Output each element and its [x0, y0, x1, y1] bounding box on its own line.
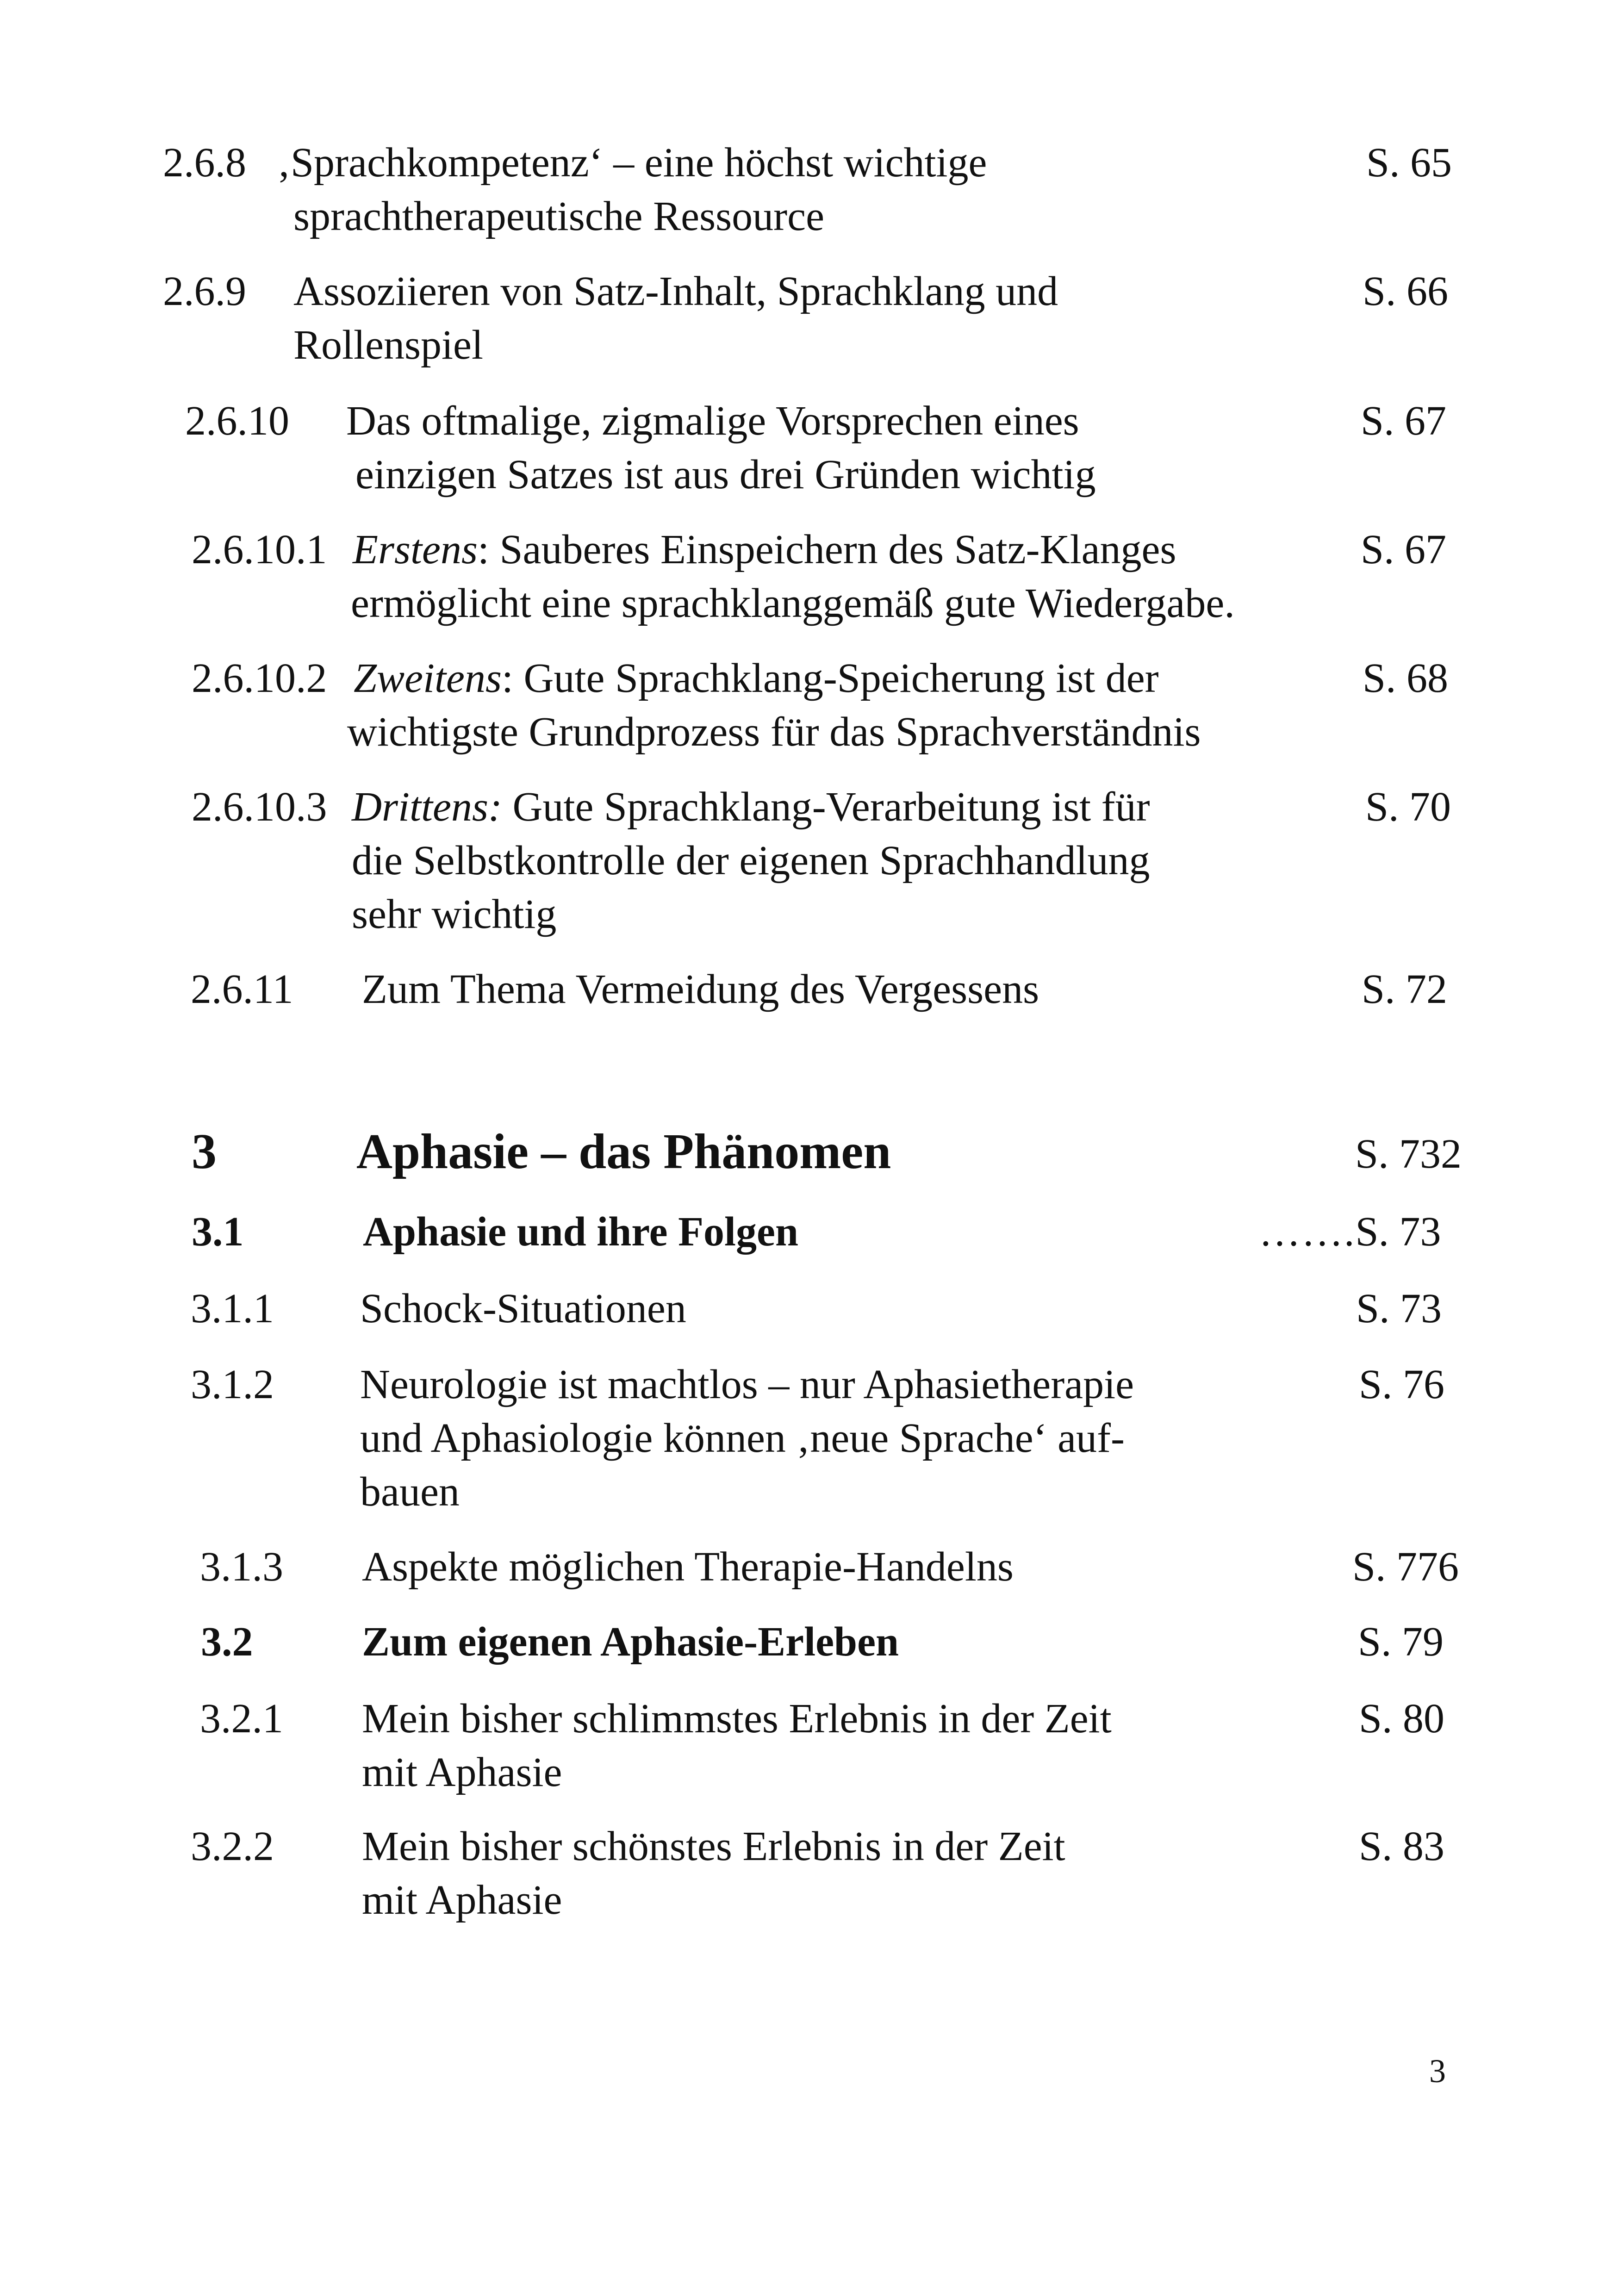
toc-page-ref: S. 68: [1363, 655, 1449, 701]
toc-page-ref-with-leader: [1259, 1205, 1441, 1259]
toc-number: 3.2.2: [191, 1823, 274, 1869]
toc-title-lead: Erstens: [353, 527, 478, 572]
toc-number: 3.1.2: [191, 1362, 274, 1407]
toc-title: [362, 1540, 1334, 1594]
toc-page-ref: S. 66: [1363, 268, 1449, 314]
toc-title-line: [352, 780, 1416, 834]
toc-title: [352, 780, 1416, 941]
toc-title-line: Aphasie und ihre Folgen: [363, 1209, 799, 1255]
toc-title-line: Zum eigenen Aphasie-Erleben: [362, 1619, 899, 1665]
toc-title-line: sehr wichtig: [352, 891, 557, 937]
toc-title-rest: : Sauberes Einspeichern des Satz-Klanges: [478, 527, 1176, 572]
toc-page-ref: S. 732: [1355, 1131, 1462, 1177]
toc-page-ref: S. 776: [1352, 1544, 1459, 1590]
toc-number: 2.6.10.2: [192, 655, 327, 701]
toc-title: [277, 136, 1341, 243]
toc-title: [362, 963, 1380, 1016]
toc-title-line: und Aphasiologie können ‚neue Sprache‘ auf-: [360, 1415, 1125, 1461]
toc-title-line: Mein bisher schlimmstes Erlebnis in der Zeit: [362, 1696, 1112, 1742]
dot-leader: …….: [1259, 1209, 1356, 1255]
toc-title-line: Assoziieren von Satz-Inhalt, Sprachklang und: [293, 268, 1058, 314]
toc-title-line: mit Aphasie: [362, 1749, 562, 1795]
toc-title-rest: : Gute Sprachklang-Speicherung ist der: [502, 655, 1159, 701]
toc-title-line: ermöglicht eine sprachklanggemäß gute Wiedergabe.: [351, 580, 1235, 626]
toc-page-ref: S. 67: [1361, 527, 1447, 572]
toc-page-ref: S. 67: [1361, 398, 1447, 444]
toc-title: [360, 1358, 1332, 1519]
toc-title-line: Das oftmalige, zigmalige Vorsprechen eines: [346, 398, 1079, 444]
toc-title-line: ‚Sprachkompetenz‘ – eine höchst wichtige: [277, 140, 987, 186]
toc-title: [347, 652, 1418, 759]
toc-page-ref: S. 70: [1365, 784, 1451, 830]
toc-page-ref: S. 76: [1359, 1362, 1445, 1407]
toc-page-ref: S. 80: [1359, 1696, 1445, 1742]
toc-title: [293, 265, 1358, 372]
toc-title: [362, 1615, 1334, 1669]
toc-title: [346, 394, 1364, 502]
toc-title-line: Zum Thema Vermeidung des Vergessens: [362, 966, 1039, 1012]
toc-title-lead: Zweitens: [354, 655, 502, 701]
toc-number: 2.6.10.1: [192, 527, 327, 572]
toc-number: 3.2: [201, 1619, 253, 1665]
toc-title-rest: Gute Sprachklang-Verarbeitung ist für: [502, 784, 1150, 830]
toc-title: [363, 1205, 1242, 1259]
toc-page-ref: S. 73: [1356, 1286, 1442, 1332]
toc-title: [353, 523, 1417, 630]
toc-number: 3.2.1: [200, 1696, 283, 1742]
toc-number: 3.1.3: [200, 1544, 283, 1590]
toc-title: [362, 1820, 1334, 1927]
chapter-number: 3: [192, 1124, 217, 1179]
toc-number: 3.1.1: [191, 1286, 274, 1332]
toc-title-line: die Selbstkontrolle der eigenen Sprachhandlung: [352, 838, 1150, 884]
toc-page-ref: S. 65: [1366, 140, 1452, 186]
toc-title: [360, 1282, 1332, 1336]
toc-title-line: Neurologie ist machtlos – nur Aphasietherapie: [360, 1362, 1134, 1407]
toc-number: 2.6.10: [185, 398, 289, 444]
toc-title-lead: Drittens:: [352, 784, 502, 830]
toc-title-line: Aphasie – das Phänomen: [356, 1124, 891, 1179]
toc-title-line: Schock-Situationen: [360, 1286, 686, 1332]
toc-page-ref: S. 72: [1362, 966, 1448, 1012]
toc-title-line: mit Aphasie: [362, 1877, 562, 1923]
toc-number: 2.6.9: [163, 268, 246, 314]
chapter-title: [356, 1122, 1328, 1182]
toc-page-ref: S. 79: [1358, 1619, 1444, 1665]
toc-title-line: wichtigste Grundprozess für das Sprachverständnis: [347, 709, 1201, 755]
toc-title-line: [353, 523, 1417, 577]
page-number: 3: [1429, 2053, 1446, 2090]
toc-title-line: bauen: [360, 1469, 460, 1515]
toc-page-ref: S. 83: [1359, 1823, 1445, 1869]
toc-title-line: sprachtherapeutische Ressource: [293, 193, 825, 239]
toc-title: [362, 1692, 1334, 1799]
toc-number: 2.6.11: [191, 966, 293, 1012]
toc-title-line: Aspekte möglichen Therapie-Handelns: [362, 1544, 1014, 1590]
toc-title-line: [354, 652, 1418, 705]
toc-title-line: einzigen Satzes ist aus drei Gründen wichtig: [355, 452, 1096, 498]
toc-title-line: Rollenspiel: [293, 322, 483, 368]
toc-number: 2.6.8: [163, 140, 246, 186]
toc-number: 3.1: [192, 1209, 244, 1255]
toc-title-line: Mein bisher schönstes Erlebnis in der Zeit: [362, 1823, 1065, 1869]
toc-page-ref: S. 73: [1355, 1209, 1441, 1255]
toc-number: 2.6.10.3: [192, 784, 327, 830]
